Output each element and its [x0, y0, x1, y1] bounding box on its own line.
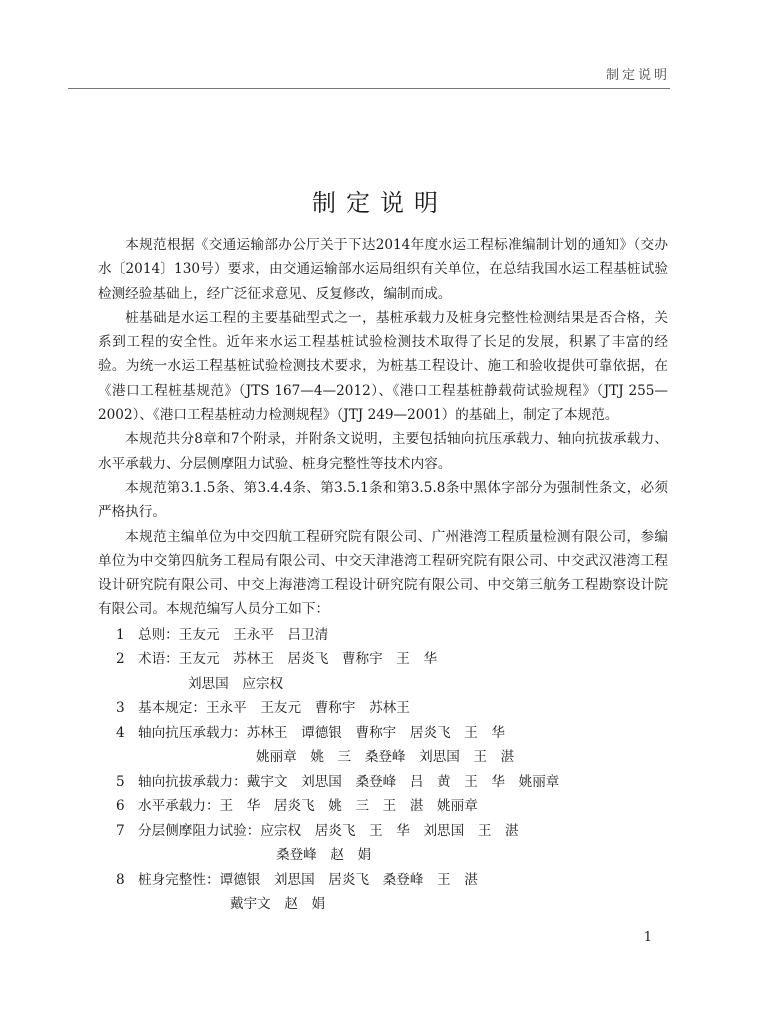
roster-text: 术语：王友元 苏林王 居炎飞 曹称宇 王 华 — [138, 651, 438, 668]
roster-text: 轴向抗压承载力：苏林王 谭德银 曹称宇 居炎飞 王 华 — [138, 724, 506, 741]
paragraph: 桩基础是水运工程的主要基础型式之一，基桩承载力及桩身完整性检测结果是否合格，关系到工程的安全性。近年来水运工程基桩试验检测技术取得了长足的发展，积累了丰富的经验。为统一水运工程基桩试验检测技术要求，为桩基工程设计、施工和验收提供可靠依据，在《港口工程桩基规范》（JTS 167—4—2012）、《港口工程基桩静载荷试验规程》（JTJ 255—2002）、《港口工程基桩动力检测规程》（JTJ 249—2001）的基础上，制定了本规范。 — [98, 309, 668, 424]
roster-number: 8 — [116, 871, 125, 888]
roster-row — [98, 623, 668, 648]
roster-number: 7 — [116, 822, 125, 839]
roster-number: 3 — [116, 700, 125, 717]
roster-text: 轴向抗拔承载力：戴宇文 刘思国 桑登峰 吕 黄 王 华 姚丽章 — [138, 773, 560, 790]
running-head: 制定说明 — [605, 68, 670, 83]
roster-text: 水平承载力：王 华 居炎飞 姚 三 王 湛 姚丽章 — [138, 798, 478, 815]
body-text — [98, 233, 668, 917]
roster-row — [98, 770, 668, 795]
roster-continuation: 桑登峰 赵 娟 — [276, 847, 372, 864]
roster-row — [98, 794, 668, 819]
roster-text: 分层侧摩阻力试验：应宗权 居炎飞 王 华 刘思国 王 湛 — [138, 822, 519, 839]
roster-text: 桩身完整性：谭德银 刘思国 居炎飞 桑登峰 王 湛 — [138, 871, 478, 888]
roster-continuation: 戴宇文 赵 娟 — [230, 896, 326, 913]
roster-row — [98, 868, 668, 893]
roster-row — [98, 696, 668, 721]
roster-continuation: 刘思国 应宗权 — [188, 675, 284, 692]
header-rule — [68, 88, 670, 89]
author-roster — [98, 623, 668, 917]
roster-text: 基本规定：王永平 王友元 曹称宇 苏林王 — [138, 700, 410, 717]
roster-text: 总则：王友元 王永平 吕卫清 — [138, 626, 329, 643]
roster-row — [98, 647, 668, 672]
roster-continuation: 姚丽章 姚 三 桑登峰 刘思国 王 湛 — [256, 749, 515, 766]
roster-row — [98, 721, 668, 746]
roster-number: 5 — [116, 773, 125, 790]
paragraph: 本规范共分8章和7个附录，并附条文说明，主要包括轴向抗压承载力、轴向抗拔承载力、水平承载力、分层侧摩阻力试验、桩身完整性等技术内容。 — [98, 431, 668, 472]
roster-row — [98, 819, 668, 844]
page-number: 1 — [643, 930, 652, 945]
paragraph: 本规范根据《交通运输部办公厅关于下达2014年度水运工程标准编制计划的通知》（交办水〔2014〕130号）要求，由交通运输部水运局组织有关单位，在总结我国水运工程基桩试验检测经验基础上，经广泛征求意见、反复修改，编制而成。 — [98, 237, 668, 302]
paragraph: 本规范第3.1.5条、第3.4.4条、第3.5.1条和第3.5.8条中黑体字部分为强制性条文，必须严格执行。 — [98, 479, 668, 521]
page-title: 制定说明 — [312, 189, 448, 217]
roster-number: 2 — [116, 651, 125, 668]
paragraph: 本规范主编单位为中交四航工程研究院有限公司、广州港湾工程质量检测有限公司，参编单位为中交第四航务工程局有限公司、中交天津港湾工程研究院有限公司、中交武汉港湾工程设计研究院有限公司、中交上海港湾工程设计研究院有限公司、中交第三航务工程勘察设计院有限公司。本规范编写人员分工如下： — [98, 528, 668, 618]
roster-number: 1 — [116, 626, 125, 643]
roster-number: 4 — [116, 724, 125, 741]
roster-number: 6 — [116, 798, 125, 815]
